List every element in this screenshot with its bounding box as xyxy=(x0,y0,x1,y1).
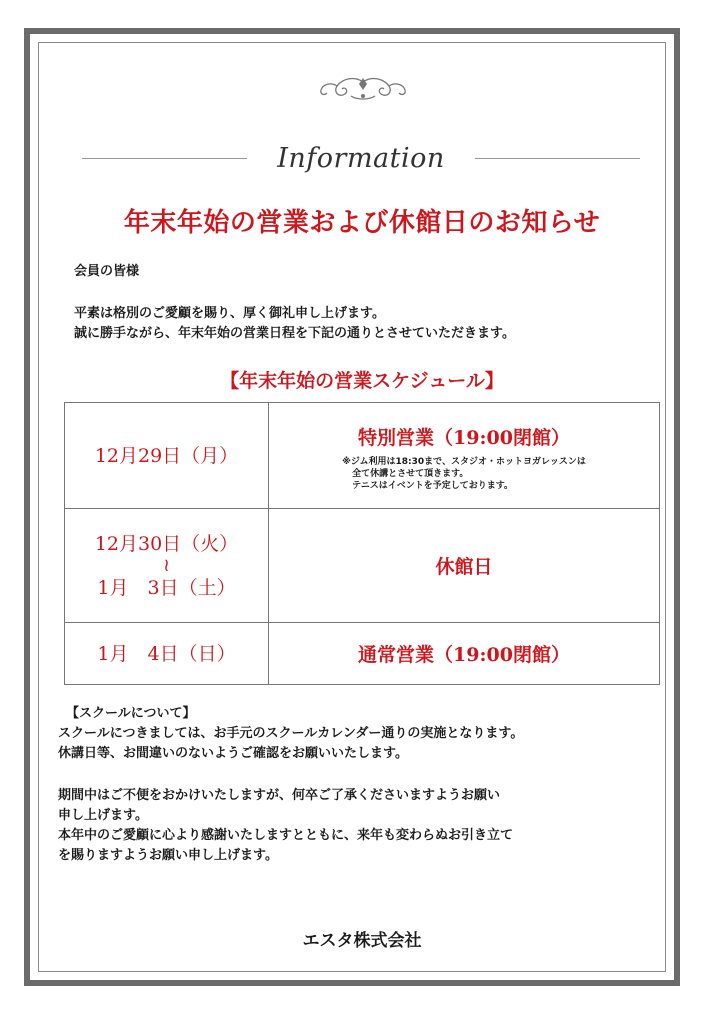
intro-line-1: 平素は格別のご愛顧を賜り、厚く御礼申し上げます。 xyxy=(74,306,385,321)
page-title: 年末年始の営業および休館日のお知らせ xyxy=(123,208,601,238)
schedule-status: 特別営業（19:00閉館） xyxy=(358,427,570,449)
information-header xyxy=(82,136,640,180)
date-range-separator: ≀ xyxy=(163,554,170,576)
company-name: エスタ株式会社 xyxy=(302,931,422,951)
school-line-2: 休講日等、お間違いのないようご確認をお願いいたします。 xyxy=(58,746,408,761)
school-line-1: スクールにつきましては、お手元のスクールカレンダー通りの実施となります。 xyxy=(58,726,524,741)
table-row xyxy=(65,623,660,685)
intro-line-2: 誠に勝手ながら、年末年始の営業日程を下記の通りとさせていただきます。 xyxy=(74,326,515,341)
note-line: 全て休講とさせて頂きます。 xyxy=(352,469,469,479)
schedule-note xyxy=(342,456,586,492)
schedule-title: 【年末年始の営業スケジュール】 xyxy=(220,370,504,392)
header-rule-right xyxy=(475,158,640,159)
school-heading: 【スクールについて】 xyxy=(66,706,196,721)
closing-line-1: 期間中はご不便をおかけいたしますが、何卒ご了承くださいますようお願い xyxy=(58,788,501,803)
header-rule-left xyxy=(82,158,247,159)
schedule-status: 休館日 xyxy=(269,509,660,623)
greeting: 会員の皆様 xyxy=(74,264,140,279)
closing-line-4: を賜りますようお願い申し上げます。 xyxy=(58,848,278,863)
schedule-date xyxy=(65,623,269,685)
table-row xyxy=(65,403,660,509)
table-row xyxy=(65,509,660,623)
closing-line-2: 申し上げます。 xyxy=(58,808,148,823)
schedule-status-cell xyxy=(269,403,660,509)
note-line: テニスはイベントを予定しております。 xyxy=(352,481,514,491)
closing-line-3: 本年中のご愛顧に心より感謝いたしますとともに、来年も変わらぬお引き立て xyxy=(58,828,514,843)
note-line: ※ジム利用は18:30まで、スタジオ・ホットヨガレッスンは xyxy=(342,457,586,467)
information-label: Information xyxy=(277,142,445,174)
schedule-table xyxy=(64,402,660,685)
flourish-ornament-icon xyxy=(315,74,411,104)
schedule-status: 通常営業（19:00閉館） xyxy=(269,623,660,685)
date-line: 12月30日（火） xyxy=(94,532,239,555)
date-line: 1月 3日（土） xyxy=(97,576,236,599)
schedule-date xyxy=(65,509,269,623)
date-line: 12月29日（月） xyxy=(94,444,239,467)
schedule-date xyxy=(65,403,269,509)
date-line: 1月 4日（日） xyxy=(97,642,236,665)
